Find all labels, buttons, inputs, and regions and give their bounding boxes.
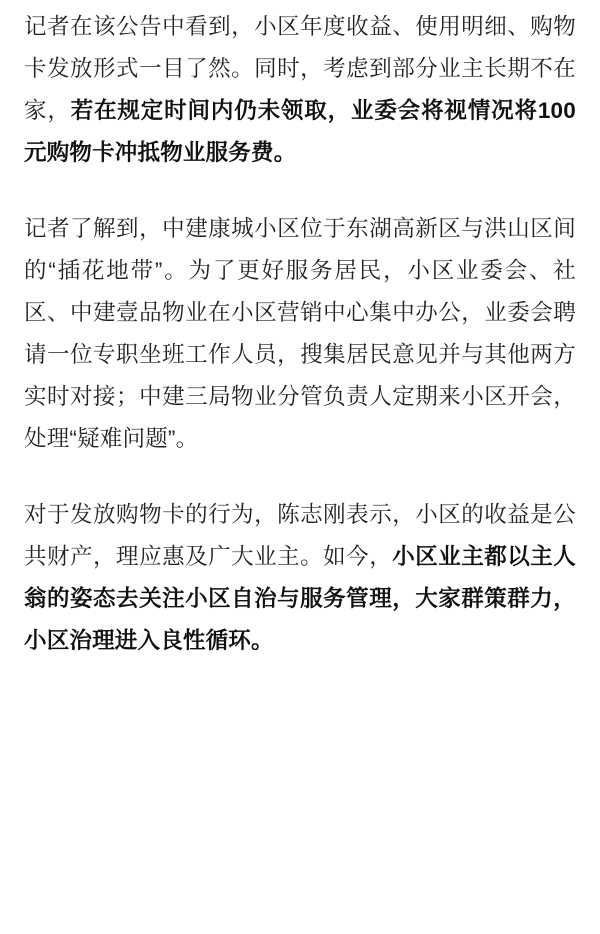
text-run: 记者了解到，中建康城小区位于东湖高新区与洪山区间的“插花地带”。为了更好服务居民，小区业委会、社区、中建壹品物业在小区营销中心集中办公，业委会聘请一位专职坐班工作人员，搜集居民意见并与其他两方实时对接；中建三局物业分管负责人定期来小区开会，处理“疑难问题”。 [24,216,576,451]
text-run: 对于发放购物卡的行为，陈志刚表示，小区的收益是公共财产，理应惠及广大业主。如今， [24,502,576,569]
paragraph [24,6,576,174]
paragraph [24,208,576,460]
text-run: 记者在该公告中看到，小区年度收益、使用明细、购物卡发放形式一目了然。同时，考虑到部分业主长期不在家， [24,14,576,123]
text-run-emphasis: 小区业主都以主人翁的姿态去关注小区自治与服务管理，大家群策群力，小区治理进入良性循环。 [24,544,576,653]
text-run-emphasis: 若在规定时间内仍未领取，业委会将视情况将100元购物卡冲抵物业服务费。 [24,98,576,165]
paragraph [24,494,576,662]
